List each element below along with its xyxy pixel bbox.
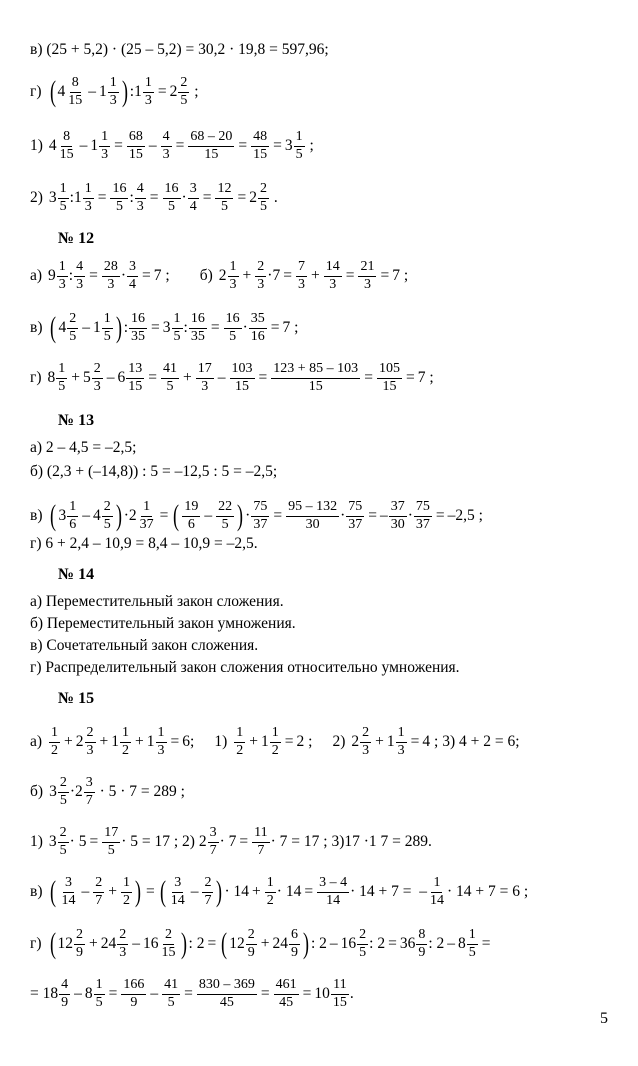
header-15: № 15 [58,690,95,707]
problem-11g: г) ( 4 $\frac{8}{15}$ – 1 $\frac{1}{3}$ ) : 1 $\frac{1}{3}$ = 2 $\frac{2}{5}$ ; [30,75,199,109]
problem-11g-step1: 1) 4 $\frac{8}{15}$ – 1 $\frac{1}{3}$ = $\frac{68}{15}$ – $\frac{4}{3}$ = $\frac{68 - 20}{15}$ = $\frac{48}{15}$ = 3 $\frac{1}{5}$ ; [30,129,314,162]
problem-14v [30,638,598,654]
problem-15a: а) $\frac{1}{2}$ + 2 $\frac{2}{3}$ + 1 $\frac{1}{2}$ + 1 $\frac{1}{3}$ = 6; 1) $\frac{1}{2}$ + 1 $\frac{1}{2}$ = 2 ; 2) 2 $\frac{2}{3}$ + 1 $\frac{1}{3}$ = 4 ; 3) 4 + 2 = 6; [30,725,520,758]
problem-13a [30,440,598,456]
text-13b: б) (2,3 + (–14,8)) : 5 = –12,5 : 5 = –2,5; [30,463,278,480]
header-12: № 12 [58,230,95,247]
header-13: № 13 [58,412,95,429]
text-11v: в) (25 + 5,2) · (25 – 5,2) = 30,2 · 19,8 = 597,96; [30,41,329,58]
problem-15v: в) ( $\frac{3}{14}$ – $\frac{2}{7}$ + $\frac{1}{2}$ ) = ( $\frac{3}{14}$ – $\frac{2}{7}$ ) · 14 + $\frac{1}{2}$ · 14 = $\frac{3 - 4}{14}$ · 14 + 7 = – $\frac{1}{14}$ · 14 + 7 = 6 ; [30,875,529,909]
problem-13v: в) ( 3 $\frac{1}{6}$ – 4 $\frac{2}{5}$ ) · 2 $\frac{1}{37}$ = ( $\frac{19}{6}$ – $\frac{22}{5}$ ) · $\frac{75}{37}$ = $\frac{95 - 132}{30}$ · $\frac{75}{37}$ = – $\frac{37}{30}$ · $\frac{75}{37}$ = –2,5 ; [30,499,483,533]
problem-11v [30,42,598,58]
problem-12ab: а) 9 $\frac{1}{3}$ : $\frac{4}{3}$ = $\frac{28}{3}$ · $\frac{3}{4}$ = 7 ; б) 2 $\frac{1}{3}$ + $\frac{2}{3}$ · 7 = $\frac{7}{3}$ + $\frac{14}{3}$ = $\frac{21}{3}$ = 7 ; [30,259,409,292]
text-13a: а) 2 – 4,5 = –2,5; [30,439,137,456]
problem-14g [30,660,598,676]
problem-15b: б) 3 $\frac{2}{5}$ · 2 $\frac{3}{7}$ · 5 · 7 = 289 ; [30,775,185,808]
problem-12g: г) 8 $\frac{1}{5}$ + 5 $\frac{2}{3}$ – 6 $\frac{13}{15}$ = $\frac{41}{5}$ + $\frac{17}{3}$ – $\frac{103}{15}$ = $\frac{123 + 85 - 103}{15}$ = $\frac{105}{15}$ = 7 ; [30,361,434,394]
problem-13g [30,536,598,552]
text-14v: в) Сочетательный закон сложения. [30,637,259,654]
text-14b: б) Переместительный закон умножения. [30,615,296,632]
problem-14a [30,594,598,610]
problem-15g: г) ( 12 $\frac{2}{9}$ + 24 $\frac{2}{3}$ – 16 $\frac{2}{15}$ ) : 2 = ( 12 $\frac{2}{9}$ + 24 $\frac{6}{9}$ ) : 2 – 16 $\frac{2}{5}$ : 2 = 36 $\frac{8}{9}$ : 2 – 8 $\frac{1}{5}$ = [30,927,491,961]
text-13g: г) 6 + 2,4 – 10,9 = 8,4 – 10,9 = –2,5. [30,535,258,552]
text-14a: а) Переместительный закон сложения. [30,593,284,610]
header-14: № 14 [58,566,95,583]
page-number: 5 [600,1010,608,1027]
problem-12v: в) ( 4 $\frac{2}{5}$ – 1 $\frac{1}{5}$ ) : $\frac{16}{35}$ = 3 $\frac{1}{5}$ : $\frac{16}{35}$ = $\frac{16}{5}$ · $\frac{35}{16}$ = 7 ; [30,311,299,345]
problem-14b [30,616,598,632]
text-14g: г) Распределительный закон сложения относительно умножения. [30,659,460,676]
problem-15b-steps: 1) 3 $\frac{2}{5}$ · 5 = $\frac{17}{5}$ · 5 = 17 ; 2) 2 $\frac{3}{7}$ · 7 = $\frac{11}{7}$ · 7 = 17 ; 3)17 ·1 7 = 289. [30,825,432,858]
problem-11g-step2: 2) 3 $\frac{1}{5}$ : 1 $\frac{1}{3}$ = $\frac{16}{5}$ : $\frac{4}{3}$ = $\frac{16}{5}$ · $\frac{3}{4}$ = $\frac{12}{5}$ = 2 $\frac{2}{5}$ . [30,181,278,214]
problem-15g-cont: = 18 $\frac{4}{9}$ – 8 $\frac{1}{5}$ = $\frac{166}{9}$ – $\frac{41}{5}$ = $\frac{830 - 369}{45}$ = $\frac{461}{45}$ = 10 $\frac{11}{15}$ . [30,977,354,1010]
problem-13b [30,464,598,480]
